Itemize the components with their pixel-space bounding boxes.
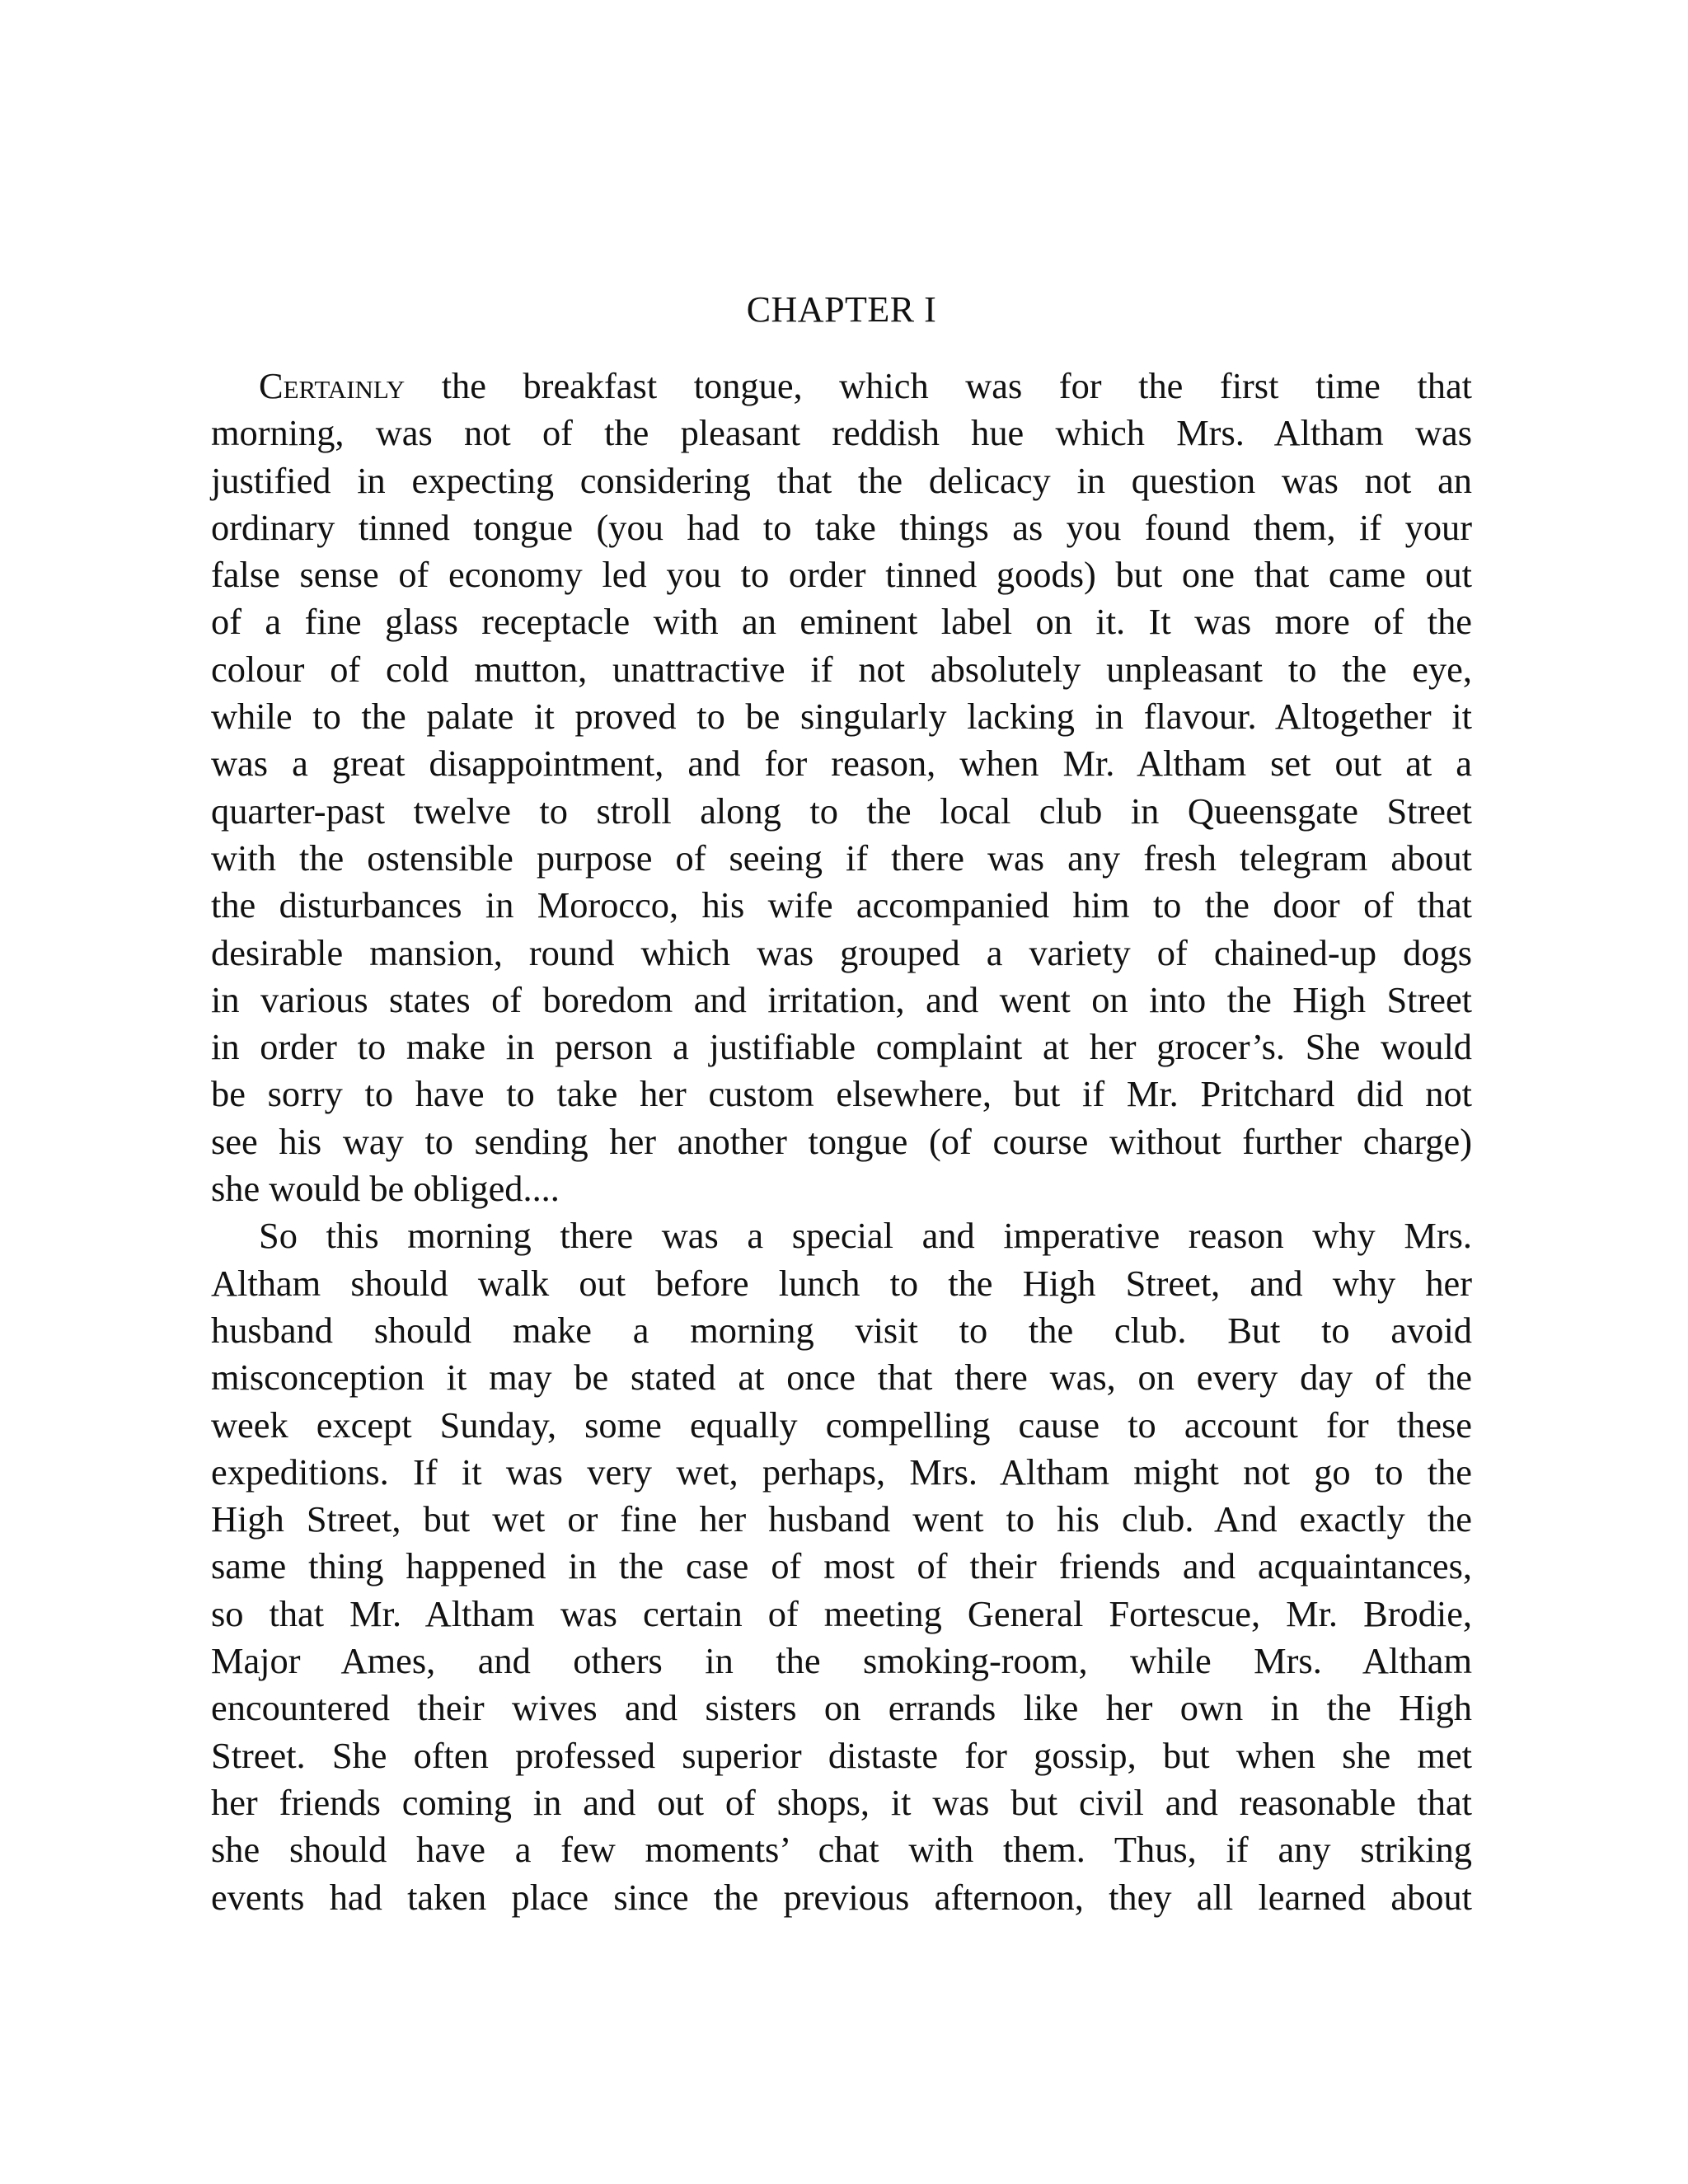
text-line: misconception it may be stated at once that there was, on every day of the bbox=[211, 1357, 1472, 1399]
paragraph-2 bbox=[211, 1212, 1472, 1920]
book-page bbox=[211, 0, 1472, 2184]
text-line: see his way to sending her another tongue (of course without further charge) bbox=[211, 1120, 1472, 1162]
text-line: desirable mansion, round which was grouped a variety of chained-up dogs bbox=[211, 931, 1472, 973]
text-line: Altham should walk out before lunch to the High Street, and why her bbox=[211, 1262, 1472, 1304]
text-line: morning, was not of the pleasant reddish hue which Mrs. Altham was bbox=[211, 412, 1472, 454]
text-line: husband should make a morning visit to the club. But to avoid bbox=[211, 1309, 1472, 1351]
text-line: in order to make in person a justifiable complaint at her grocer’s. She would bbox=[211, 1026, 1472, 1068]
text-line: Street. She often professed superior distaste for gossip, but when she met bbox=[211, 1734, 1472, 1776]
text-line: be sorry to have to take her custom elsewhere, but if Mr. Pritchard did not bbox=[211, 1073, 1472, 1115]
text-line: same thing happened in the case of most of their friends and acquaintances, bbox=[211, 1545, 1472, 1587]
text-line: colour of cold mutton, unattractive if not absolutely unpleasant to the eye, bbox=[211, 648, 1472, 690]
text-line: so that Mr. Altham was certain of meeting General Fortescue, Mr. Brodie, bbox=[211, 1592, 1472, 1634]
text-line: was a great disappointment, and for reason, when Mr. Altham set out at a bbox=[211, 743, 1472, 785]
chapter-body bbox=[211, 363, 1472, 1921]
text-line: false sense of economy led you to order tinned goods) but one that came out bbox=[211, 554, 1472, 596]
text-line: week except Sunday, some equally compelling cause to account for these bbox=[211, 1404, 1472, 1446]
text-line: events had taken place since the previous afternoon, they all learned about bbox=[211, 1876, 1472, 1918]
text-line: So this morning there was a special and imperative reason why Mrs. bbox=[259, 1215, 1472, 1257]
paragraph-1 bbox=[211, 363, 1472, 1212]
text-line: with the ostensible purpose of seeing if there was any fresh telegram about bbox=[211, 837, 1472, 879]
text-line: Major Ames, and others in the smoking-room, while Mrs. Altham bbox=[211, 1640, 1472, 1682]
text-line: her friends coming in and out of shops, it was but civil and reasonable that bbox=[211, 1781, 1472, 1823]
text-line: in various states of boredom and irritation, and went on into the High Street bbox=[211, 978, 1472, 1020]
text-line: expeditions. If it was very wet, perhaps, Mrs. Altham might not go to the bbox=[211, 1451, 1472, 1493]
text-line: the disturbances in Morocco, his wife accompanied him to the door of that bbox=[211, 884, 1472, 926]
text-line: High Street, but wet or fine her husband went to his club. And exactly the bbox=[211, 1498, 1472, 1540]
text-line: of a fine glass receptacle with an eminent label on it. It was more of the bbox=[211, 601, 1472, 643]
text-line: ordinary tinned tongue (you had to take things as you found them, if your bbox=[211, 506, 1472, 548]
drop-word: Certainly bbox=[259, 365, 406, 406]
chapter-heading: CHAPTER I bbox=[746, 289, 937, 330]
text-line: she should have a few moments’ chat with them. Thus, if any striking bbox=[211, 1829, 1472, 1871]
line-rest: the breakfast tongue, which was for the first time that bbox=[405, 365, 1472, 406]
text-line bbox=[211, 363, 1472, 410]
text-line: encountered their wives and sisters on errands like her own in the High bbox=[211, 1687, 1472, 1729]
text-line: while to the palate it proved to be singularly lacking in flavour. Altogether it bbox=[211, 696, 1472, 738]
text-line: justified in expecting considering that the delicacy in question was not an bbox=[211, 459, 1472, 501]
text-line: quarter-past twelve to stroll along to the local club in Queensgate Street bbox=[211, 790, 1472, 832]
text-line: she would be obliged.... bbox=[211, 1168, 560, 1210]
